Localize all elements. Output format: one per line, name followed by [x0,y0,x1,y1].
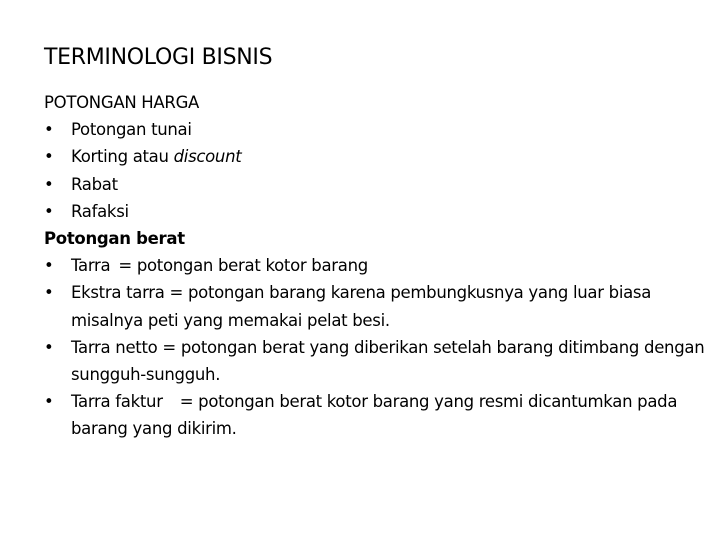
list-item-text: Rafaksi [71,201,129,221]
list-item [44,143,720,170]
bullet-icon: • [44,201,54,221]
list-item-definition: = potongan barang karena pembungkusnya yang luar biasa misalnya peti yang memakai pelat besi. [71,283,652,330]
list-item-italic-text: discount [173,147,242,167]
list-item [44,171,720,198]
bullet-icon: • [44,174,54,194]
list-item-definition: = potongan berat kotor barang [118,256,368,276]
list-item-term: Ekstra tarra [71,283,165,303]
bullet-icon: • [44,256,54,276]
list-item [44,116,720,143]
bullet-icon: • [44,283,54,303]
list-item-term: Tarra netto [71,337,158,357]
list-item-term: Tarra faktur [71,392,163,412]
bullet-icon: • [44,147,54,167]
list-item-definition: = potongan berat kotor barang yang resmi dicantumkan pada barang yang dikirim. [71,392,678,439]
list-item-text: Potongan tunai [71,120,192,140]
list-item [44,252,720,279]
list-item [44,198,720,225]
list-item-text: Rabat [71,174,118,194]
section-heading-potongan-harga: POTONGAN HARGA [44,93,200,112]
bullet-icon: • [44,120,54,140]
slide-body [44,89,720,443]
bullet-icon: • [44,337,54,357]
list-item [44,334,720,388]
list-item-text: Korting atau [71,147,174,167]
list-item [44,279,720,333]
section-heading-potongan-berat: Potongan berat [44,229,185,249]
list-item [44,388,720,442]
list-item-term: Tarra [71,256,111,276]
slide-title: TERMINOLOGI BISNIS [44,45,273,70]
list-item-definition: = potongan berat yang diberikan setelah barang ditimbang dengan sungguh-sungguh. [71,337,705,385]
bullet-icon: • [44,392,54,412]
